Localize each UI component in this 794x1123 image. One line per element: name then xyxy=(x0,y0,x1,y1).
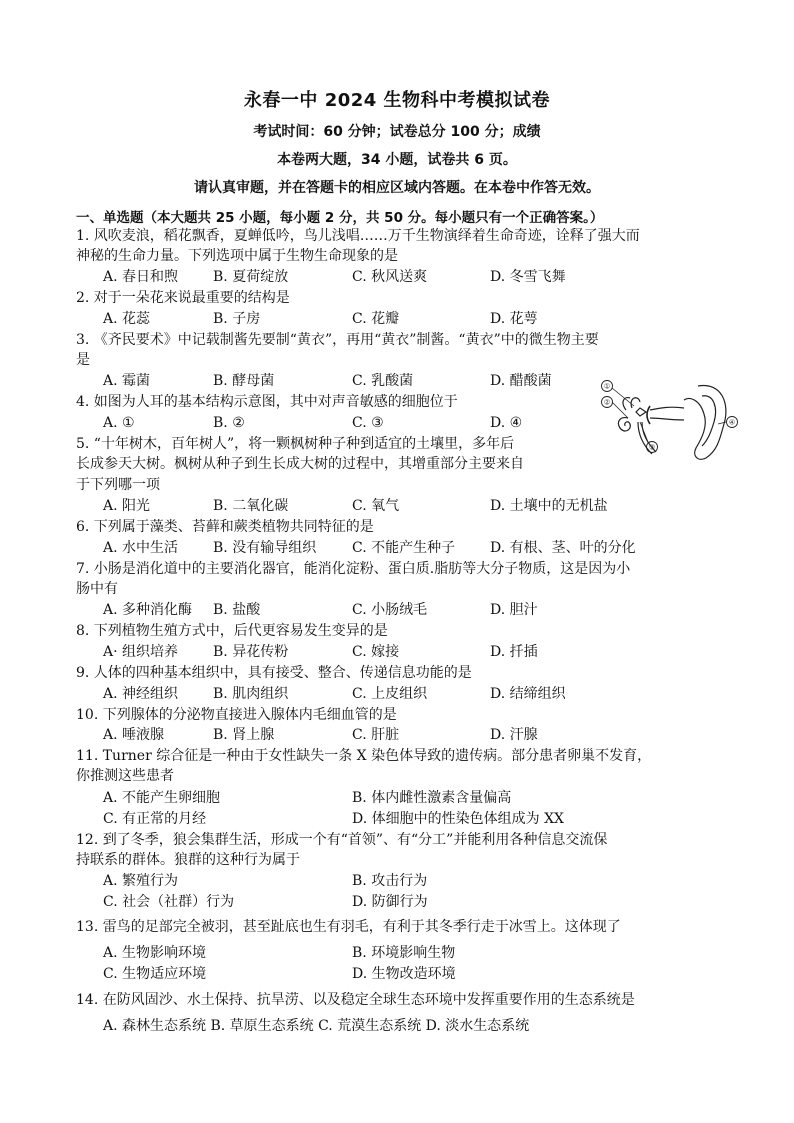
question-13-option-b: B. 环境影响生物 xyxy=(352,945,456,961)
question-7-line-1: 7. 小肠是消化道中的主要消化器官，能消化淀粉、蛋白质.脂肪等大分子物质，这是因为小 xyxy=(76,561,631,577)
question-2-line-1: 2. 对于一朵花来说最重要的结构是 xyxy=(76,290,290,306)
ear-canal xyxy=(650,407,684,420)
question-7-option-b: B. 盐酸 xyxy=(213,602,261,618)
ear-pinna xyxy=(684,386,726,460)
question-5-line-1: 5. “十年树木，百年树人”，将一颗枫树种子种到适宜的土壤里，多年后 xyxy=(76,436,515,452)
question-11-option-d: D. 体细胞中的性染色体组成为 XX xyxy=(352,811,565,827)
question-7-line-2: 肠中有 xyxy=(76,581,118,597)
exam-info-line: 考试时间：60 分钟；试卷总分 100 分；成绩 xyxy=(253,124,541,140)
question-3-option-d: D. 醋酸菌 xyxy=(490,373,552,389)
question-5-line-2: 长成参天大树。枫树从种子到生长成大树的过程中，其增重部分主要来自 xyxy=(76,456,524,472)
question-9-option-b: B. 肌肉组织 xyxy=(213,686,289,702)
figure-label-2: ② xyxy=(603,398,611,407)
question-2-option-d: D. 花萼 xyxy=(490,311,538,327)
ear-pinna-inner xyxy=(702,396,716,446)
question-8-option-b: B. 异花传粉 xyxy=(213,644,289,660)
question-9-line-1: 9. 人体的四种基本组织中，具有接受、整合、传递信息功能的是 xyxy=(76,665,472,681)
figure-label-3: ③ xyxy=(648,443,656,452)
question-2-option-c: C. 花瓣 xyxy=(352,311,400,327)
question-7-option-a: A. 多种消化酶 xyxy=(103,602,193,618)
question-12-line-1: 12. 到了冬季，狼会集群生活，形成一个有“首领”、有“分工”并能利用各种信息交流保 xyxy=(76,832,608,848)
question-3-option-c: C. 乳酸菌 xyxy=(352,373,414,389)
question-11-option-b: B. 体内雌性激素含量偏高 xyxy=(352,790,512,806)
cochlea xyxy=(618,418,630,431)
question-4-line-1: 4. 如图为人耳的基本结构示意图，其中对声音敏感的细胞位于 xyxy=(76,394,458,410)
question-10-option-b: B. 肾上腺 xyxy=(213,727,275,743)
question-2-option-a: A. 花蕊 xyxy=(103,311,151,327)
question-14-options: A. 森林生态系统 B. 草原生态系统 C. 荒漠生态系统 D. 淡水生态系统 xyxy=(103,1018,530,1034)
question-13-option-c: C. 生物适应环境 xyxy=(103,966,207,982)
question-12-option-a: A. 繁殖行为 xyxy=(103,873,179,889)
question-6-line-1: 6. 下列属于藻类、苔藓和蕨类植物共同特征的是 xyxy=(76,519,374,535)
question-10-option-a: A. 唾液腺 xyxy=(103,727,165,743)
question-9-option-c: C. 上皮组织 xyxy=(352,686,428,702)
question-1-line-1: 1. 风吹麦浪，稻花飘香，夏蝉低吟，鸟儿浅唱……万千生物演绎着生命奇迹，诠释了强大而 xyxy=(76,228,640,244)
ear-structure-figure xyxy=(598,378,740,464)
question-3-line-2: 是 xyxy=(76,352,90,368)
ossicles xyxy=(636,408,646,416)
question-3-option-b: B. 酵母菌 xyxy=(213,373,275,389)
question-9-option-a: A. 神经组织 xyxy=(103,686,179,702)
question-8-option-d: D. 扦插 xyxy=(490,644,538,660)
question-9-option-d: D. 结缔组织 xyxy=(490,686,566,702)
question-8-option-c: C. 嫁接 xyxy=(352,644,400,660)
question-13-option-d: D. 生物改造环境 xyxy=(352,966,456,982)
question-11-option-c: C. 有正常的月经 xyxy=(103,811,207,827)
question-2-option-b: B. 子房 xyxy=(213,311,261,327)
question-12-line-2: 持联系的群体。狼群的这种行为属于 xyxy=(76,852,300,868)
question-1-line-2: 神秘的生命力量。下列选项中属于生物生命现象的是 xyxy=(76,248,398,264)
question-4-option-d: D. ④ xyxy=(490,415,523,431)
question-5-line-3: 于下列哪一项 xyxy=(76,477,160,493)
question-12-option-c: C. 社会（社群）行为 xyxy=(103,894,235,910)
question-3-line-1: 3. 《齐民要术》中记载制酱先要制“黄衣”，再用“黄衣”制酱。“黄衣”中的微生物主要 xyxy=(76,332,599,348)
question-5-option-b: B. 二氧化碳 xyxy=(213,498,289,514)
exam-scope-line: 本卷两大题，34 小题，试卷共 6 页。 xyxy=(277,152,517,168)
question-10-option-d: D. 汗腺 xyxy=(490,727,538,743)
figure-label-1: ① xyxy=(603,382,611,391)
question-11-line-2: 你推测这些患者 xyxy=(76,768,174,784)
question-6-option-d: D. 有根、茎、叶的分化 xyxy=(490,540,636,556)
question-7-option-c: C. 小肠绒毛 xyxy=(352,602,428,618)
question-6-option-c: C. 不能产生种子 xyxy=(352,540,456,556)
question-11-option-a: A. 不能产生卵细胞 xyxy=(103,790,221,806)
question-4-option-a: A. ① xyxy=(103,415,135,431)
eardrum xyxy=(647,406,650,424)
question-13-option-a: A. 生物影响环境 xyxy=(103,945,207,961)
exam-title: 永春一中 2024 生物科中考模拟试卷 xyxy=(243,90,551,111)
question-14-line-1: 14. 在防风固沙、水土保持、抗旱涝、以及稳定全球生态环境中发挥重要作用的生态系统是 xyxy=(76,992,635,1008)
question-4-option-b: B. ② xyxy=(213,415,245,431)
question-1-option-d: D. 冬雪飞舞 xyxy=(490,269,566,285)
question-4-option-c: C. ③ xyxy=(352,415,384,431)
question-10-option-c: C. 肝脏 xyxy=(352,727,400,743)
question-1-option-c: C. 秋风送爽 xyxy=(352,269,428,285)
question-10-line-1: 10. 下列腺体的分泌物直接进入腺体内毛细血管的是 xyxy=(76,707,397,723)
question-11-line-1: 11. Turner 综合征是一种由于女性缺失一条 X 染色体导致的遗传病。部分患者卵巢不发育， xyxy=(76,748,652,764)
question-5-option-c: C. 氧气 xyxy=(352,498,400,514)
question-1-option-b: B. 夏荷绽放 xyxy=(213,269,289,285)
exam-instruction-line: 请认真审题，并在答题卡的相应区域内答题。在本卷中作答无效。 xyxy=(194,180,600,196)
figure-label-4: ④ xyxy=(728,418,736,427)
question-5-option-a: A. 阳光 xyxy=(103,498,151,514)
question-3-option-a: A. 霉菌 xyxy=(103,373,151,389)
section-heading: 一、单选题（本大题共 25 小题，每小题 2 分，共 50 分。每小题只有一个正确答案。） xyxy=(76,210,604,226)
question-8-line-1: 8. 下列植物生殖方式中，后代更容易发生变异的是 xyxy=(76,623,388,639)
question-7-option-d: D. 胆汁 xyxy=(490,602,538,618)
question-12-option-d: D. 防御行为 xyxy=(352,894,428,910)
question-13-line-1: 13. 雷鸟的足部完全被羽，甚至趾底也生有羽毛，有利于其冬季行走于冰雪上。这体现了 xyxy=(76,919,621,935)
question-8-option-a: A· 组织培养 xyxy=(103,644,179,660)
question-5-option-d: D. 土壤中的无机盐 xyxy=(490,498,608,514)
question-1-option-a: A. 春日和煦 xyxy=(103,269,179,285)
question-6-option-a: A. 水中生活 xyxy=(103,540,179,556)
question-6-option-b: B. 没有输导组织 xyxy=(213,540,317,556)
question-12-option-b: B. 攻击行为 xyxy=(352,873,428,889)
